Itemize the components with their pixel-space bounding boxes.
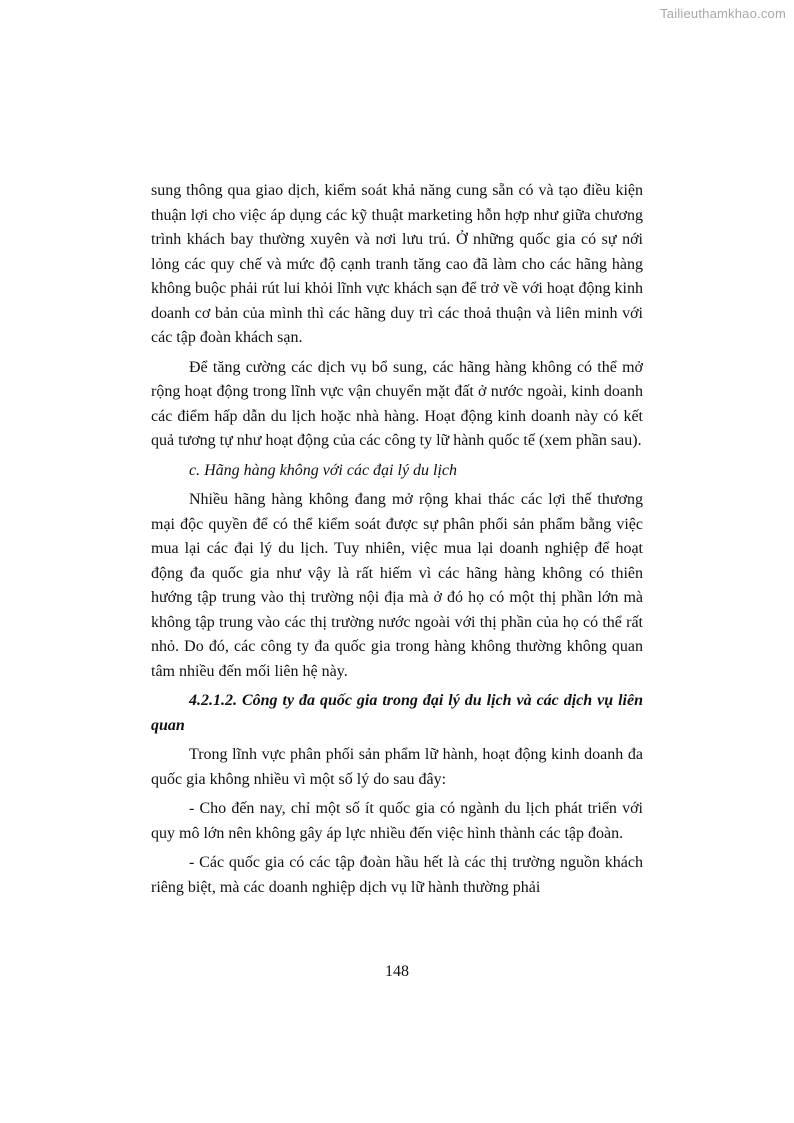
paragraph-ancillary-services: Để tăng cường các dịch vụ bổ sung, các hãng hàng không có thể mở rộng hoạt động trong lĩnh vực vận chuyển mặt đất ở nước ngoài, kinh doanh các điểm hấp dẫn du lịch hoặc nhà hàng. Hoạt động kinh doanh này có kết quả tương tự như hoạt động của các công ty lữ hành quốc tế (xem phần sau). [151,358,643,449]
page-number: 148 [385,963,409,980]
paragraph-continuation: sung thông qua giao dịch, kiểm soát khả năng cung sẵn có và tạo điều kiện thuận lợi cho việc áp dụng các kỹ thuật marketing hỗn hợp như giữa chương trình khách bay thường xuyên và nơi lưu trú. Ở những quốc gia có sự nới lỏng các quy chế và mức độ cạnh tranh tăng cao đã làm cho các hãng hàng không buộc phải rút lui khỏi lĩnh vực khách sạn để trở về với hoạt động kinh doanh cơ bản của mình thì các hãng duy trì các thoả thuận và liên minh với các tập đoàn khách sạn. [151,182,643,346]
subsection-title-airlines-travel-agents: c. Hãng hàng không với các đại lý du lịch [189,461,458,479]
section-heading-4-2-1-2: 4.2.1.2. Công ty đa quốc gia trong đại lý du lịch và các dịch vụ liên quan [151,692,643,734]
page-body [151,179,643,905]
list-item-reason-1: - Cho đến nay, chỉ một số ít quốc gia có ngành du lịch phát triển với quy mô lớn nên không gây áp lực nhiều đến việc hình thành các tập đoàn. [151,800,643,842]
list-item-reason-2: - Các quốc gia có các tập đoàn hầu hết là các thị trường nguồn khách riêng biệt, mà các doanh nghiệp dịch vụ lữ hành thường phải [151,854,643,896]
paragraph-distribution-intro: Trong lĩnh vực phân phối sản phẩm lữ hành, hoạt động kinh doanh đa quốc gia không nhiều vì một số lý do sau đây: [151,746,643,788]
watermark: Tailieuthamkhao.com [660,6,786,21]
paragraph-travel-agent-acquisition: Nhiều hãng hàng không đang mở rộng khai thác các lợi thế thương mại độc quyền để có thể kiểm soát được sự phân phối sản phẩm bằng việc mua lại các đại lý du lịch. Tuy nhiên, việc mua lại doanh nghiệp để hoạt động đa quốc gia như vậy là rất hiếm vì các hãng hàng không có thiên hướng tập trung vào thị trường nội địa mà ở đó họ có một thị phần lớn mà không tập trung vào các thị trường nước ngoài với thị phần của họ có thể rất nhỏ. Do đó, các công ty đa quốc gia trong hàng không thường không quan tâm nhiều đến mối liên hệ này. [151,491,643,680]
